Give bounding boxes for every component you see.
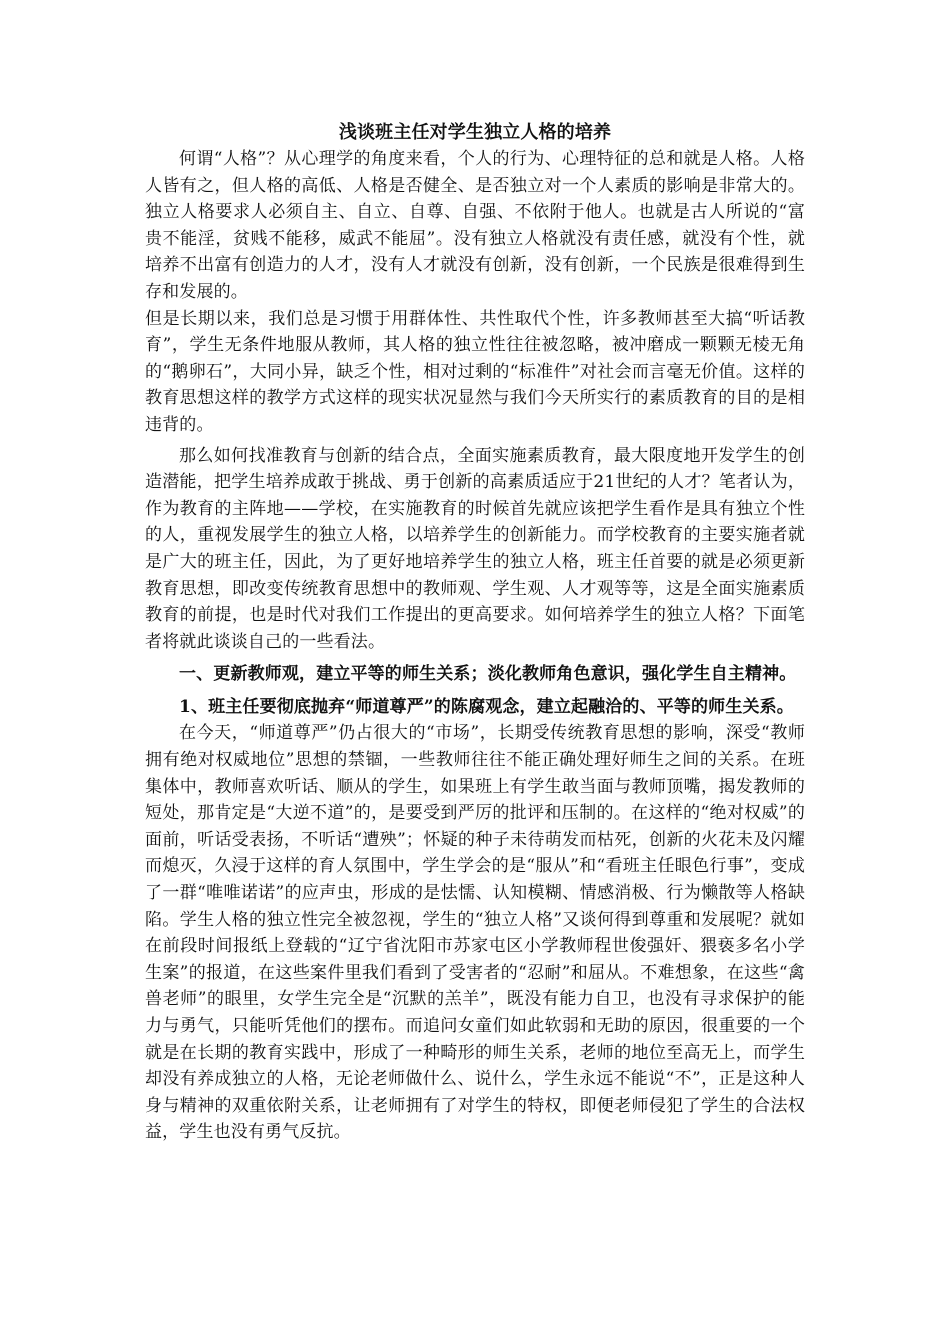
document-title: 浅谈班主任对学生独立人格的培养 [338,122,612,143]
document-page [145,119,805,1146]
paragraph-problem: 但是长期以来，我们总是习惯于用群体性、共性取代个性，许多教师甚至大搞“听话教育”，学生无条件地服从教师，其人格的独立性往往被忽略，被冲磨成一颗颗无棱无角的“鹅卵石”，大同小异，缺乏个性，相对过剩的“标准件”对社会而言毫无价值。这样的教育思想这样的教学方式这样的现实状况显然与我们今天所实行的素质教育的目的是相违背的。 [145,308,805,435]
paragraph-intro: 何谓“人格”？从心理学的角度来看，个人的行为、心理特征的总和就是人格。人格人皆有之，但人格的高低、人格是否健全、是否独立对一个人素质的影响是非常大的。独立人格要求人必须自主、自立、自尊、自强、不依附于他人。也就是古人所说的“富贵不能淫，贫贱不能移，威武不能屈”。没有独立人格就没有责任感，就没有个性，就培养不出富有创造力的人才，没有人才就没有创新，没有创新，一个民族是很难得到生存和发展的。 [145,149,805,302]
paragraph-teacher-student: 在今天，“师道尊严”仍占很大的“市场”，长期受传统教育思想的影响，深受“教师拥有绝对权威地位”思想的禁锢，一些教师往往不能正确处理好师生之间的关系。在班集体中，教师喜欢听话、顺从的学生，如果班上有学生敢当面与教师顶嘴，揭发教师的短处，那肯定是“大逆不道”的，是要受到严厉的批评和压制的。在这样的“绝对权威”的面前，听话受表扬，不听话“遭殃”；怀疑的种子未待萌发而枯死，创新的火花未及闪耀而熄灭，久浸于这样的育人氛围中，学生学会的是“服从”和“看班主任眼色行事”，变成了一群“唯唯诺诺”的应声虫，形成的是怯懦、认知模糊、情感消极、行为懒散等人格缺陷。学生人格的独立性完全被忽视，学生的“独立人格”又谈何得到尊重和发展呢？就如在前段时间报纸上登载的“辽宁省沈阳市苏家屯区小学教师程世俊强奸、猥亵多名小学生案”的报道，在这些案件里我们看到了受害者的“忍耐”和屈从。不难想象，在这些“禽兽老师”的眼里，女学生完全是“沉默的羔羊”，既没有能力自卫，也没有寻求保护的能力与勇气，只能听凭他们的摆布。而追问女童们如此软弱和无助的原因，很重要的一个就是在长期的教育实践中，形成了一种畸形的师生关系，老师的地位至高无上，而学生却没有养成独立的人格，无论老师做什么、说什么，学生永远不能说“不”，正是这种人身与精神的双重依附关系，让老师拥有了对学生的特权，即便老师侵犯了学生的合法权益，学生也没有勇气反抗。 [145,723,805,1143]
section-heading-1: 一、更新教师观，建立平等的师生关系；淡化教师角色意识，强化学生自主精神。 [179,664,797,685]
paragraph-approach: 那么如何找准教育与创新的结合点，全面实施素质教育，最大限度地开发学生的创造潜能，把学生培养成敢于挑战、勇于创新的高素质适应于21世纪的人才？笔者认为，作为教育的主阵地——学校，在实施教育的时候首先就应该把学生看作是具有独立个性的人，重视发展学生的独立人格，以培养学生的创新能力。而学校教育的主要实施者就是广大的班主任，因此，为了更好地培养学生的独立人格，班主任首要的就是必须更新教育思想，即改变传统教育思想中的教师观、学生观、人才观等等，这是全面实施素质教育的前提，也是时代对我们工作提出的更高要求。如何培养学生的独立人格？下面笔者将就此谈谈自己的一些看法。 [145,445,805,652]
subsection-heading-1: 1、班主任要彻底抛弃“师道尊严”的陈腐观念，建立起融洽的、平等的师生关系。 [179,696,794,717]
